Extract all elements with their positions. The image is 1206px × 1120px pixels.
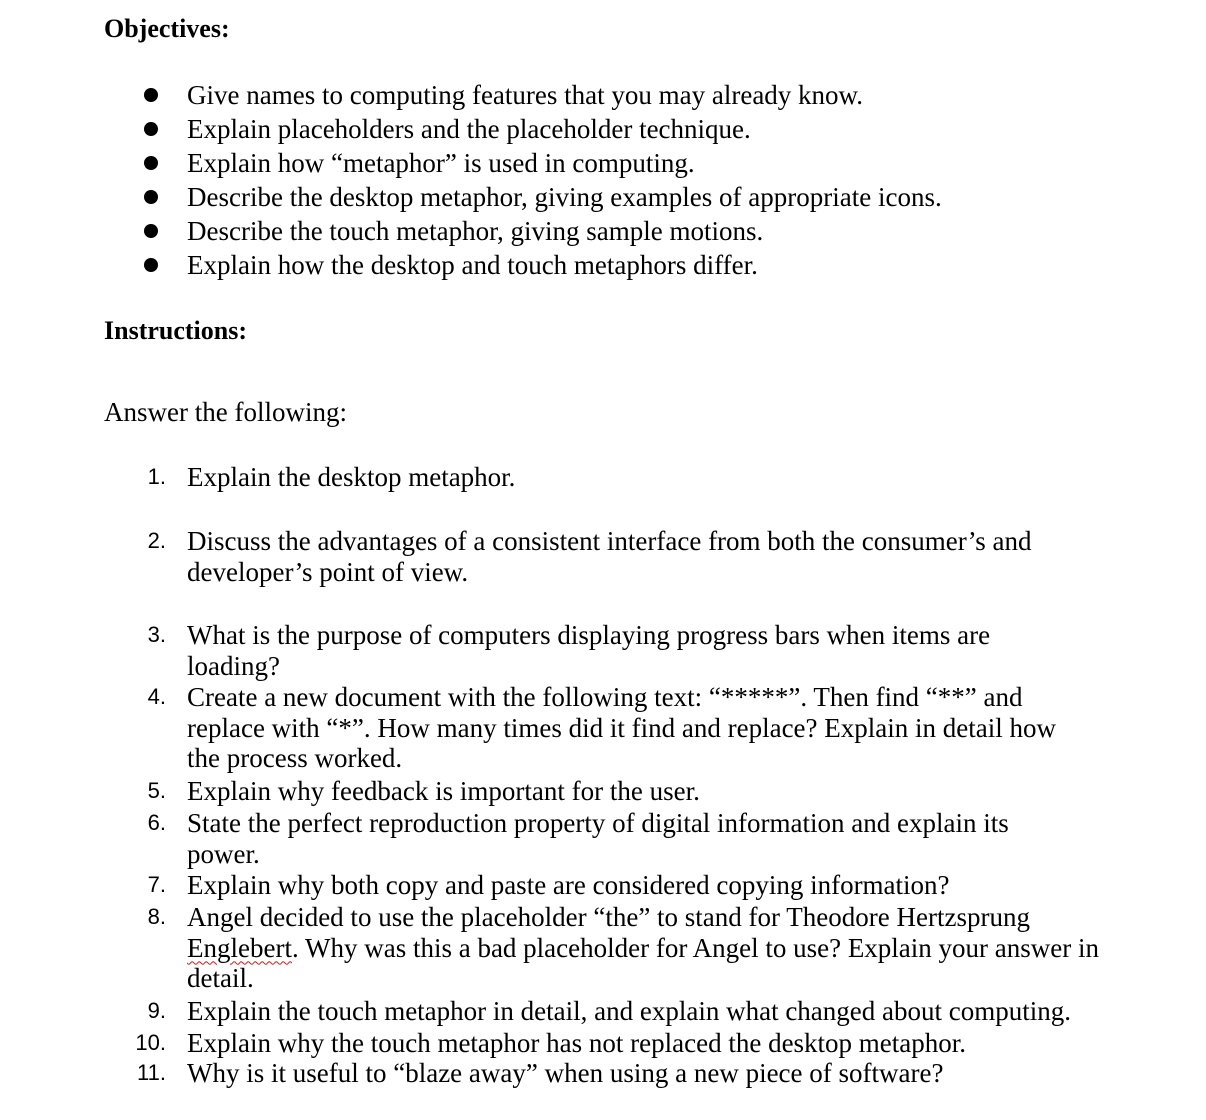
question-item <box>104 870 1104 901</box>
question-number: 11. <box>137 1060 166 1085</box>
objective-item: Explain how “metaphor” is used in computing. <box>104 146 942 180</box>
bullet-icon <box>144 88 158 102</box>
question-text: Why is it useful to “blaze away” when using a new piece of software? <box>187 1058 944 1088</box>
question-text: Angel decided to use the placeholder “the” to stand for Theodore Hertzsprung Englebert. Why was this a bad placeholder for Angel to use? Explain your answer in detail. <box>187 902 1100 993</box>
objective-item: Explain how the desktop and touch metaphors differ. <box>104 248 942 282</box>
question-item <box>104 462 1104 493</box>
question-text: Explain why the touch metaphor has not replaced the desktop metaphor. <box>187 1028 967 1058</box>
question-item <box>104 1028 1104 1059</box>
question-number: 5. <box>147 778 166 803</box>
instructions-heading: Instructions: <box>104 316 248 345</box>
bullet-icon <box>144 190 158 204</box>
objective-item: Explain placeholders and the placeholder technique. <box>104 112 942 146</box>
question-text: Explain why feedback is important for the user. <box>187 776 700 806</box>
question-item <box>104 808 1104 869</box>
question-text: Create a new document with the following text: “*****”. Then find “**” and replace with “*”. How many times did it find and replace? Explain in detail how the process worked. <box>187 682 1056 773</box>
question-number: 2. <box>147 528 166 553</box>
question-number: 4. <box>147 684 166 709</box>
question-item <box>104 1058 1104 1089</box>
question-number: 9. <box>147 998 166 1023</box>
question-item <box>104 996 1104 1027</box>
question-item <box>104 902 1104 994</box>
question-item <box>104 526 1104 587</box>
bullet-icon <box>144 122 158 136</box>
objectives-heading: Objectives: <box>104 14 230 43</box>
question-item <box>104 776 1104 807</box>
bullet-icon <box>144 258 158 272</box>
question-number: 3. <box>147 622 166 647</box>
question-number: 6. <box>147 810 166 835</box>
objective-item: Describe the desktop metaphor, giving examples of appropriate icons. <box>104 180 942 214</box>
question-number: 1. <box>147 464 166 489</box>
question-number: 7. <box>147 872 166 897</box>
question-text: Explain why both copy and paste are considered copying information? <box>187 870 950 900</box>
question-text: What is the purpose of computers displaying progress bars when items are loading? <box>187 620 991 681</box>
question-item <box>104 620 1104 681</box>
question-text: Explain the touch metaphor in detail, and explain what changed about computing. <box>187 996 1071 1026</box>
question-number: 8. <box>147 904 166 929</box>
question-text: Discuss the advantages of a consistent interface from both the consumer’s and developer’s point of view. <box>187 526 1032 587</box>
instructions-intro: Answer the following: <box>104 397 347 427</box>
bullet-icon <box>144 156 158 170</box>
bullet-icon <box>144 224 158 238</box>
question-item <box>104 682 1104 774</box>
question-number: 10. <box>135 1030 166 1055</box>
objective-item: Give names to computing features that you may already know. <box>104 78 942 112</box>
objectives-list <box>104 78 942 282</box>
objective-item: Describe the touch metaphor, giving sample motions. <box>104 214 942 248</box>
question-text: Explain the desktop metaphor. <box>187 462 516 492</box>
spellcheck-word: Englebert <box>187 932 292 963</box>
question-text: State the perfect reproduction property of digital information and explain its power. <box>187 808 1009 869</box>
